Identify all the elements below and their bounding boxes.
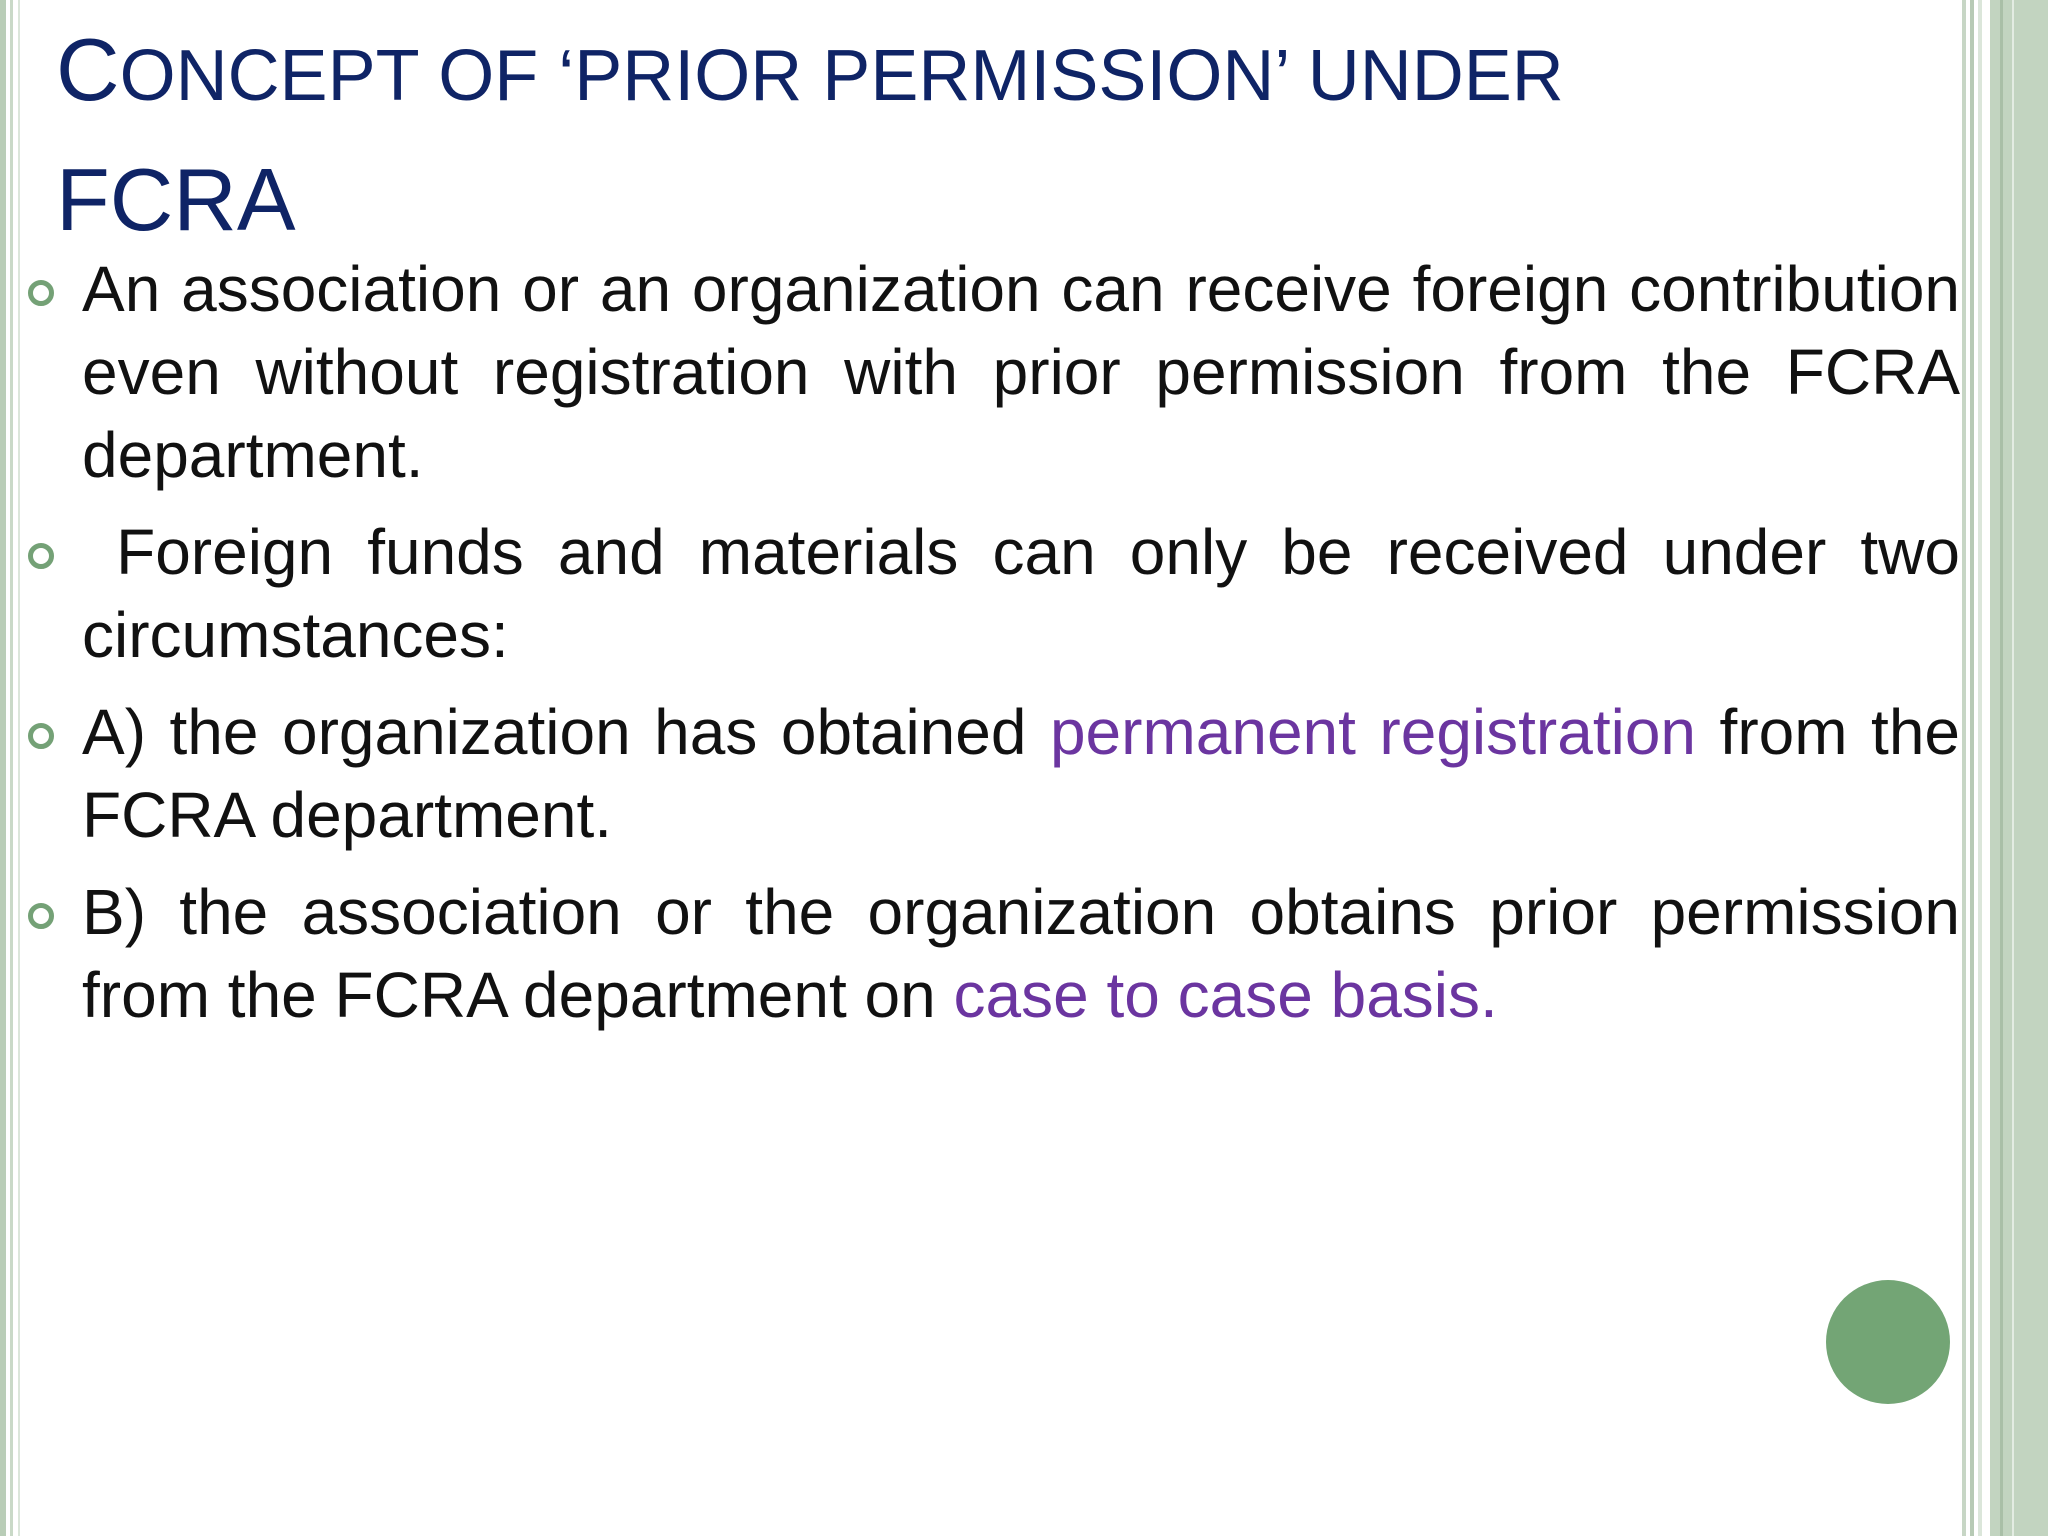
- bullet-text: An association or an organization can receive foreign contribution even without registration with prior permission from the FCRA department.: [82, 253, 1960, 491]
- right-border-line: [1970, 0, 1974, 1536]
- right-border-band: [1990, 0, 2048, 1536]
- title-initial-cap: C: [56, 20, 120, 119]
- bullet-text-suffix: from the FCRA department.: [82, 696, 1961, 851]
- highlighted-term: permanent registration: [1049, 696, 1697, 768]
- right-border-line: [1978, 0, 1982, 1536]
- decorative-green-circle: [1826, 1280, 1950, 1404]
- bullet-item: [20, 248, 1960, 497]
- bullet-item: [20, 511, 1978, 677]
- left-border-line: [0, 0, 6, 1536]
- right-border-line: [2000, 0, 2003, 1536]
- bullet-text-prefix: B) the association or the organization obtains prior permission from the FCRA department on: [82, 876, 1960, 1031]
- slide-title: [56, 8, 1936, 262]
- bullet-text-prefix: A) the organization has obtained: [82, 696, 1050, 768]
- title-line-2: FCRA: [56, 150, 296, 249]
- bullet-ring-icon: [28, 280, 54, 306]
- bullet-ring-icon: [28, 903, 54, 929]
- bullet-list: [20, 248, 1978, 1051]
- bullet-ring-icon: [28, 543, 54, 569]
- bullet-ring-icon: [28, 723, 54, 749]
- title-small-caps: ONCEPT OF ‘PRIOR PERMISSION’ UNDER: [119, 36, 1564, 116]
- bullet-text: Foreign funds and materials can only be received under two circumstances:: [82, 516, 1978, 671]
- right-border-line: [1962, 0, 1966, 1536]
- left-border-line: [10, 0, 13, 1536]
- highlighted-term: case to case basis.: [953, 959, 1498, 1031]
- title-line-1: [56, 8, 1936, 138]
- bullet-item: [20, 691, 1960, 857]
- right-border-line: [2012, 0, 2014, 1536]
- bullet-item: [20, 871, 1960, 1037]
